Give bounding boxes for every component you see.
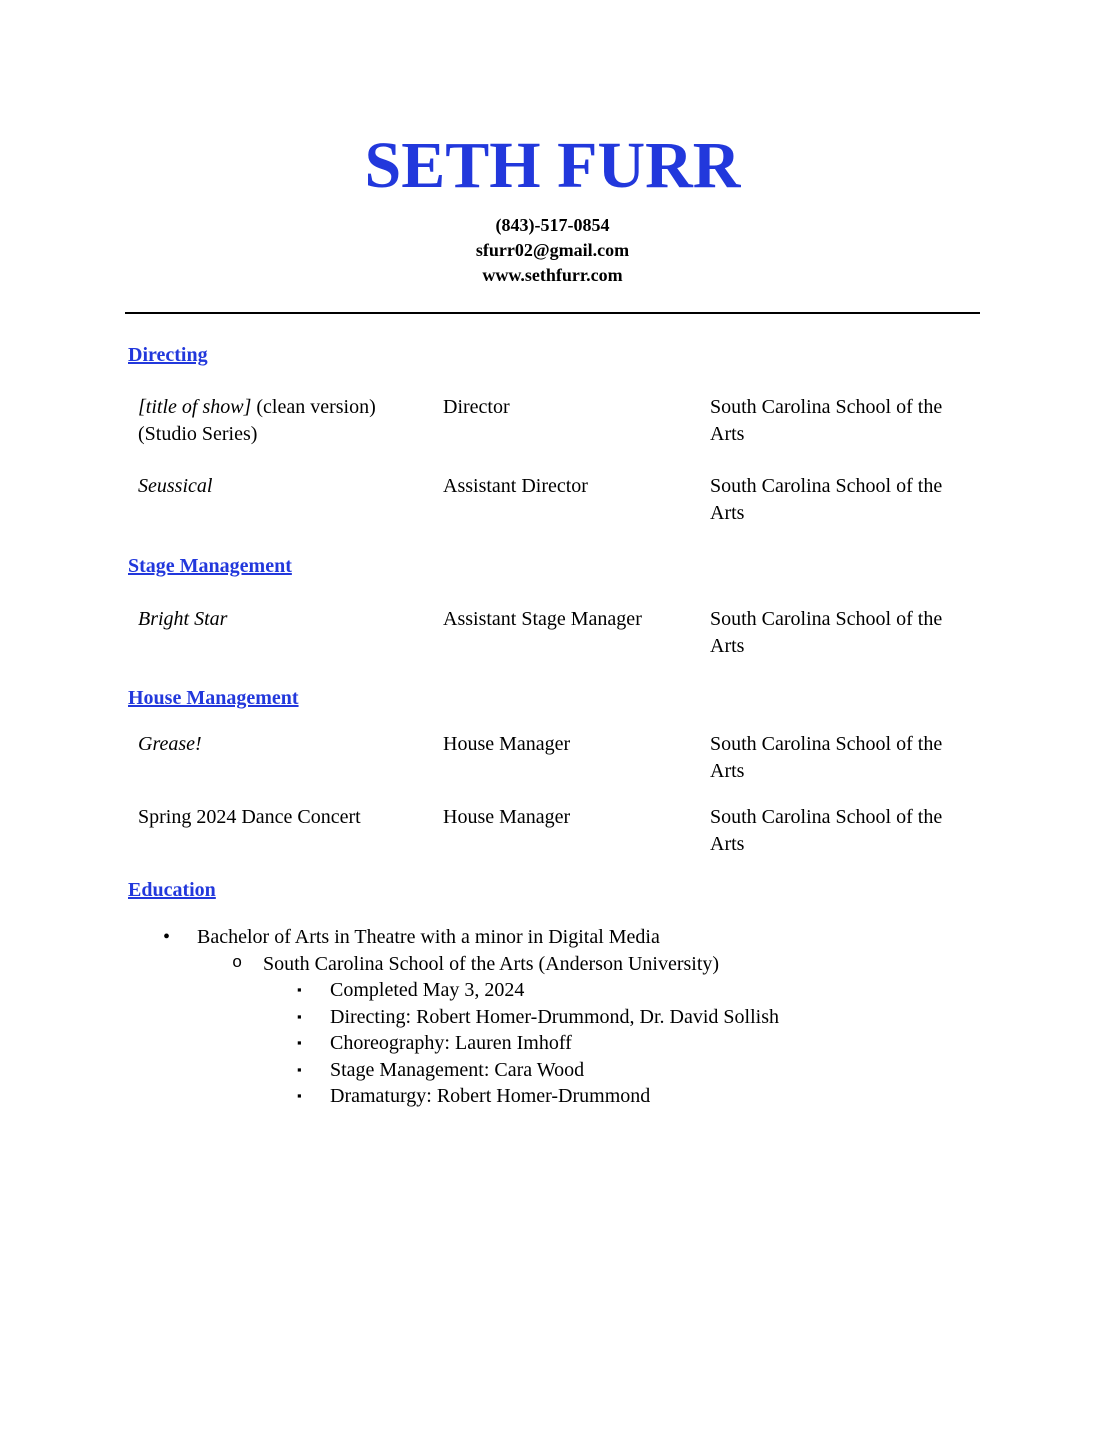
- education-detail: Completed May 3, 2024: [330, 979, 525, 1001]
- credit-row: [128, 606, 980, 660]
- bullet-square-icon: ▪: [297, 1035, 302, 1050]
- contact-block: [0, 213, 1105, 288]
- list-item: [128, 977, 980, 1004]
- bullet-disc-icon: •: [163, 926, 171, 948]
- education-detail: Stage Management: Cara Wood: [330, 1058, 585, 1081]
- list-item: [128, 1004, 980, 1031]
- venue-cell: South Carolina School of the Arts: [710, 806, 943, 855]
- credit-row: [128, 731, 980, 785]
- show-title-italic: Bright Star: [138, 608, 228, 630]
- contact-email: sfurr02@gmail.com: [475, 240, 630, 260]
- section-heading-directing: Directing: [128, 344, 208, 366]
- venue-cell: South Carolina School of the Arts: [710, 475, 943, 524]
- show-title-italic: Grease!: [138, 733, 202, 755]
- show-title-regular: Spring 2024 Dance Concert: [138, 806, 361, 828]
- section-heading-house-management: House Management: [128, 687, 299, 709]
- role-cell: Director: [443, 396, 510, 418]
- section-heading-stage-management: Stage Management: [128, 555, 292, 577]
- list-item: [128, 924, 980, 951]
- education-detail: Choreography: Lauren Imhoff: [330, 1032, 572, 1054]
- bullet-square-icon: ▪: [297, 982, 302, 997]
- list-item: [128, 951, 980, 978]
- venue-cell: South Carolina School of the Arts: [710, 396, 943, 445]
- show-title-cell: [138, 731, 443, 785]
- credit-row: [128, 394, 980, 448]
- contact-website: www.sethfurr.com: [482, 265, 623, 285]
- education-school: South Carolina School of the Arts (Anderson University): [263, 952, 720, 975]
- list-item: [128, 1083, 980, 1110]
- section-heading-education: Education: [128, 879, 216, 901]
- resume-name-title: SETH FURR: [364, 129, 741, 202]
- resume-content: [128, 342, 980, 1110]
- role-cell: Assistant Director: [443, 475, 588, 497]
- education-degree: Bachelor of Arts in Theatre with a minor in Digital Media: [197, 926, 660, 948]
- education-detail: Directing: Robert Homer-Drummond, Dr. David Sollish: [330, 1005, 779, 1028]
- bullet-circle-icon: o: [232, 953, 243, 973]
- bullet-square-icon: ▪: [297, 1008, 302, 1024]
- contact-phone: (843)-517-0854: [495, 215, 610, 235]
- show-title-line2: (Studio Series): [138, 423, 258, 445]
- show-title-italic: Seussical: [138, 475, 213, 497]
- show-title-cell: [138, 394, 443, 448]
- show-title-regular: (clean version): [251, 396, 376, 418]
- bullet-square-icon: ▪: [297, 1088, 302, 1103]
- role-cell: Assistant Stage Manager: [443, 608, 642, 630]
- show-title-cell: [138, 804, 443, 858]
- credit-row: [128, 804, 980, 858]
- bullet-square-icon: ▪: [297, 1061, 302, 1077]
- role-cell: House Manager: [443, 806, 571, 828]
- show-title-cell: [138, 606, 443, 660]
- credit-row: [128, 473, 980, 527]
- show-title-cell: [138, 473, 443, 527]
- role-cell: House Manager: [443, 733, 571, 755]
- venue-cell: South Carolina School of the Arts: [710, 733, 943, 782]
- header-divider: [125, 312, 980, 314]
- list-item: [128, 1057, 980, 1084]
- show-title-italic: [title of show]: [138, 396, 252, 418]
- education-detail: Dramaturgy: Robert Homer-Drummond: [330, 1085, 651, 1107]
- education-list: [128, 924, 980, 1110]
- list-item: [128, 1030, 980, 1057]
- venue-cell: South Carolina School of the Arts: [710, 608, 943, 657]
